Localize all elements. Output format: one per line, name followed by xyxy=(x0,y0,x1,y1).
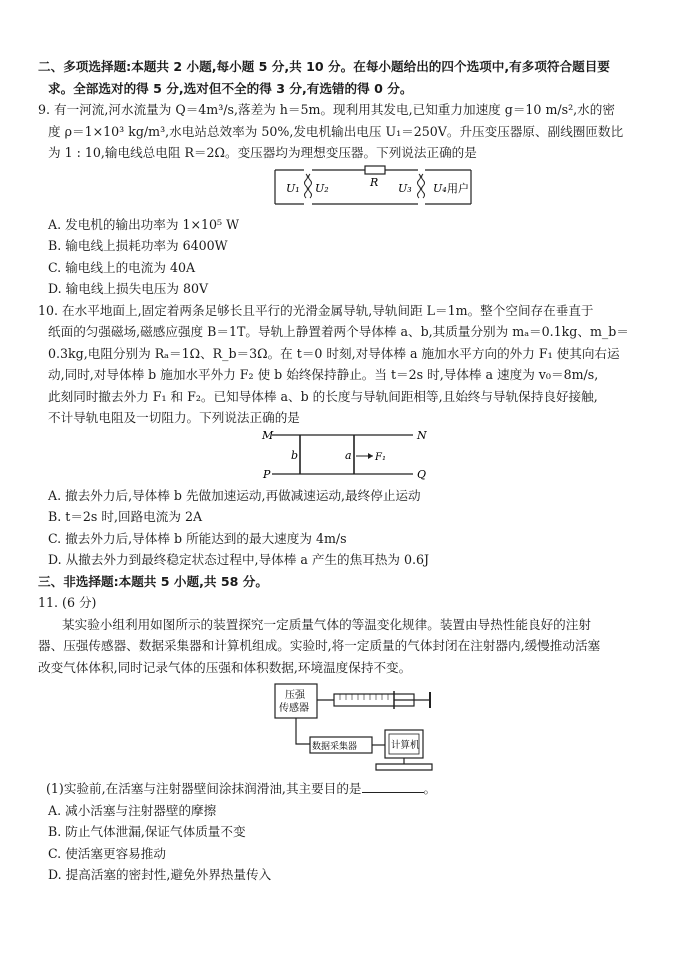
resistor-symbol xyxy=(365,166,385,174)
q9-circuit-figure xyxy=(38,164,658,214)
q9-option-d: D. 输电线上损失电压为 80V xyxy=(48,281,209,296)
collector-label: 数据采集器 xyxy=(312,742,358,752)
label-a: a xyxy=(345,448,352,462)
q11-sub-1-text: (1)实验前,在活塞与注射器壁间涂抹润滑油,其主要目的是 xyxy=(46,781,362,796)
sensor-label-1: 压强 xyxy=(285,690,305,701)
q9-line-1: 9. 有一河流,河水流量为 Q＝4m³/s,落差为 h＝5m。现利用其发电,已知重力加速度 g＝10 m/s²,水的密 xyxy=(38,102,615,117)
exam-page xyxy=(38,56,658,886)
sensor-label-2: 传感器 xyxy=(279,703,309,714)
q10-line-4: 动,同时,对导体棒 b 施加水平外力 F₂ 使 b 始终保持静止。当 t＝2s 时,导体棒 a 速度为 v₀＝8m/s, xyxy=(48,367,599,382)
q10-option-a: A. 撤去外力后,导体棒 b 先做加速运动,再做减速运动,最终停止运动 xyxy=(48,487,421,503)
label-u2: U₂ xyxy=(315,181,329,195)
section-3-header: 三、非选择题:本题共 5 小题,共 58 分。 xyxy=(38,573,268,589)
computer-label: 计算机 xyxy=(391,740,420,751)
q10-option-c: C. 撤去外力后,导体棒 b 所能达到的最大速度为 4m/s xyxy=(48,530,347,546)
label-b: b xyxy=(291,448,299,462)
question-9 xyxy=(38,99,658,300)
q10-line-3: 0.3kg,电阻分别为 Rₐ＝1Ω、R_b＝3Ω。在 t＝0 时刻,对导体棒 a 施加水平方向的外力 F₁ 使其向右运 xyxy=(48,345,620,361)
q11-header: 11. (6 分) xyxy=(38,595,97,610)
q10-rails-figure xyxy=(38,429,658,485)
q9-line-3: 为 1 : 10,输电线总电阻 R＝2Ω。变压器均为理想变压器。下列说法正确的是 xyxy=(48,145,477,160)
computer-base xyxy=(376,764,432,770)
q9-option-a: A. 发电机的输出功率为 1×10⁵ W xyxy=(48,216,240,232)
question-10 xyxy=(38,300,658,571)
q9-option-b: B. 输电线上损耗功率为 6400W xyxy=(48,238,228,253)
section-2-header xyxy=(38,56,658,99)
q11-option-a: A. 减小活塞与注射器壁的摩擦 xyxy=(48,802,217,818)
q10-line-6: 不计导轨电阻及一切阻力。下列说法正确的是 xyxy=(48,410,300,425)
label-user: 用户 xyxy=(447,181,469,195)
q11-option-b: B. 防止气体泄漏,保证气体质量不变 xyxy=(48,824,246,839)
label-r: R xyxy=(370,175,379,189)
label-n: N xyxy=(417,428,427,442)
section-2-line-2: 求。全部选对的得 5 分,选对但不全的得 3 分,有选错的得 0 分。 xyxy=(48,80,413,96)
q10-option-d: D. 从撤去外力到最终稳定状态过程中,导体棒 a 产生的焦耳热为 0.6J xyxy=(48,552,430,567)
label-f1: F₁ xyxy=(375,451,386,463)
q11-option-d: D. 提高活塞的密封性,避免外界热量传入 xyxy=(48,867,272,882)
question-11 xyxy=(38,592,658,886)
q10-line-5: 此刻同时撤去外力 F₁ 和 F₂。已知导体棒 a、b 的长度与导轨间距相等,且始终与导轨保持良好接触, xyxy=(48,388,598,404)
label-p: P xyxy=(263,467,271,481)
label-q: Q xyxy=(417,467,427,481)
section-2-line-1: 二、多项选择题:本题共 2 小题,每小题 5 分,共 10 分。在每小题给出的四个选项中,有多项符合题目要 xyxy=(38,59,610,74)
label-u3: U₃ xyxy=(398,181,412,195)
q11-sub-1-end: 。 xyxy=(423,781,437,796)
q9-option-c: C. 输电线上的电流为 40A xyxy=(48,259,196,275)
q11-sub-1 xyxy=(38,778,658,800)
label-u1: U₁ xyxy=(286,181,300,195)
q10-option-b: B. t＝2s 时,回路电流为 2A xyxy=(48,509,203,524)
q9-line-2: 度 ρ＝1×10³ kg/m³,水电站总效率为 50%,发电机输出电压 U₁＝250V。升压变压器原、副线圈匝数比 xyxy=(48,123,624,139)
label-u4: U₄ xyxy=(433,181,447,195)
q11-line-2: 器、压强传感器、数据采集器和计算机组成。实验时,将一定质量的气体封闭在注射器内,缓慢推动活塞 xyxy=(38,638,601,653)
q10-line-1: 10. 在水平地面上,固定着两条足够长且平行的光滑金属导轨,导轨间距 L＝1m。整个空间存在垂直于 xyxy=(38,302,594,318)
q11-apparatus-figure xyxy=(38,678,658,778)
answer-blank[interactable] xyxy=(362,778,424,793)
label-m: M xyxy=(262,428,274,442)
q11-option-c: C. 使活塞更容易推动 xyxy=(48,845,166,861)
q11-line-1: 某实验小组利用如图所示的装置探究一定质量气体的等温变化规律。装置由导热性能良好的注射 xyxy=(62,616,591,632)
q11-line-3: 改变气体体积,同时记录气体的压强和体积数据,环境温度保持不变。 xyxy=(38,659,412,675)
q10-line-2: 纸面的匀强磁场,磁感应强度 B＝1T。导轨上静置着两个导体棒 a、b,其质量分别为 mₐ＝0.1kg、m_b＝ xyxy=(48,324,629,339)
